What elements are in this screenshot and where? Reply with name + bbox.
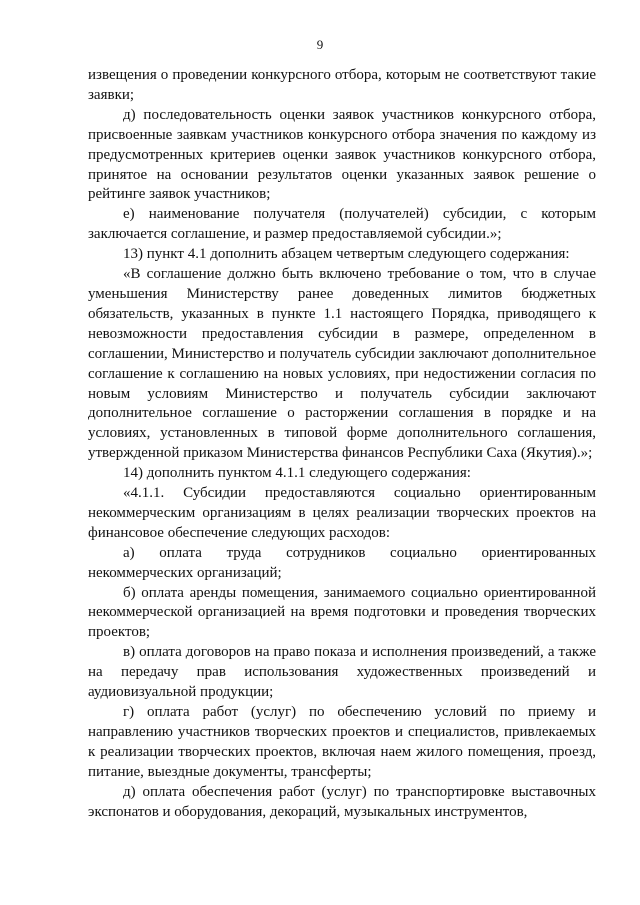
- paragraph: извещения о проведении конкурсного отбора, которым не соответствуют такие заявки;: [88, 67, 596, 103]
- paragraph: б) оплата аренды помещения, занимаемого социально ориентированной некоммерческой организацией на время подготовки и проведения творческих проектов;: [88, 584, 596, 641]
- paragraph: е) наименование получателя (получателей) субсидии, с которым заключается соглашение, и размер предоставляемой субсидии.»;: [88, 206, 596, 243]
- paragraph: 14) дополнить пунктом 4.1.1 следующего содержания:: [123, 465, 471, 482]
- paragraph: «4.1.1. Субсидии предоставляются социально ориентированным некоммерческим организациям в целях реализации творческих проектов на финансовое обеспечение следующих расходов:: [88, 485, 596, 541]
- paragraph: г) оплата работ (услуг) по обеспечению условий по приему и направлению участников творческих проектов и специалистов, привлекаемых к реализации творческих проектов, включая наем жилого помещения, проезд, питание, выездные документы, трансферты;: [88, 704, 596, 780]
- paragraph: в) оплата договоров на право показа и исполнения произведений, а также на передачу прав использования художественных произведений и аудиовизуальной продукции;: [88, 644, 596, 701]
- paragraph: 13) пункт 4.1 дополнить абзацем четвертым следующего содержания:: [123, 246, 570, 263]
- document-body: [88, 66, 596, 822]
- paragraph: д) оплата обеспечения работ (услуг) по транспортировке выставочных экспонатов и оборудования, декораций, музыкальных инструментов,: [88, 783, 596, 820]
- paragraph: д) последовательность оценки заявок участников конкурсного отбора, присвоенные заявкам участников конкурсного отбора значения по каждому из предусмотренных критериев оценки заявок участников конкурсного отбора, принятое на основании результатов оценки указанных заявок решение о рейтинге заявок участников;: [88, 106, 596, 203]
- paragraph: «В соглашение должно быть включено требование о том, что в случае уменьшения Министерству ранее доведенных лимитов бюджетных обязательств, указанных в пункте 1.1 настоящего Порядка, приводящего к невозможности предоставления субсидии в размере, определенном в соглашении, Министерство и получатель субсидии заключают дополнительное соглашение к соглашению на новых условиях, при недостижении согласия по новым условиям Министерство и получатель субсидии заключают дополнительное соглашение о расторжении соглашения в порядке и на условиях, установленных в типовой форме дополнительного соглашения, утвержденной приказом Министерства финансов Республики Саха (Якутия).»;: [88, 266, 596, 462]
- page-number: 9: [316, 37, 324, 52]
- paragraph: а) оплата труда сотрудников социально ориентированных некоммерческих организаций;: [88, 544, 596, 581]
